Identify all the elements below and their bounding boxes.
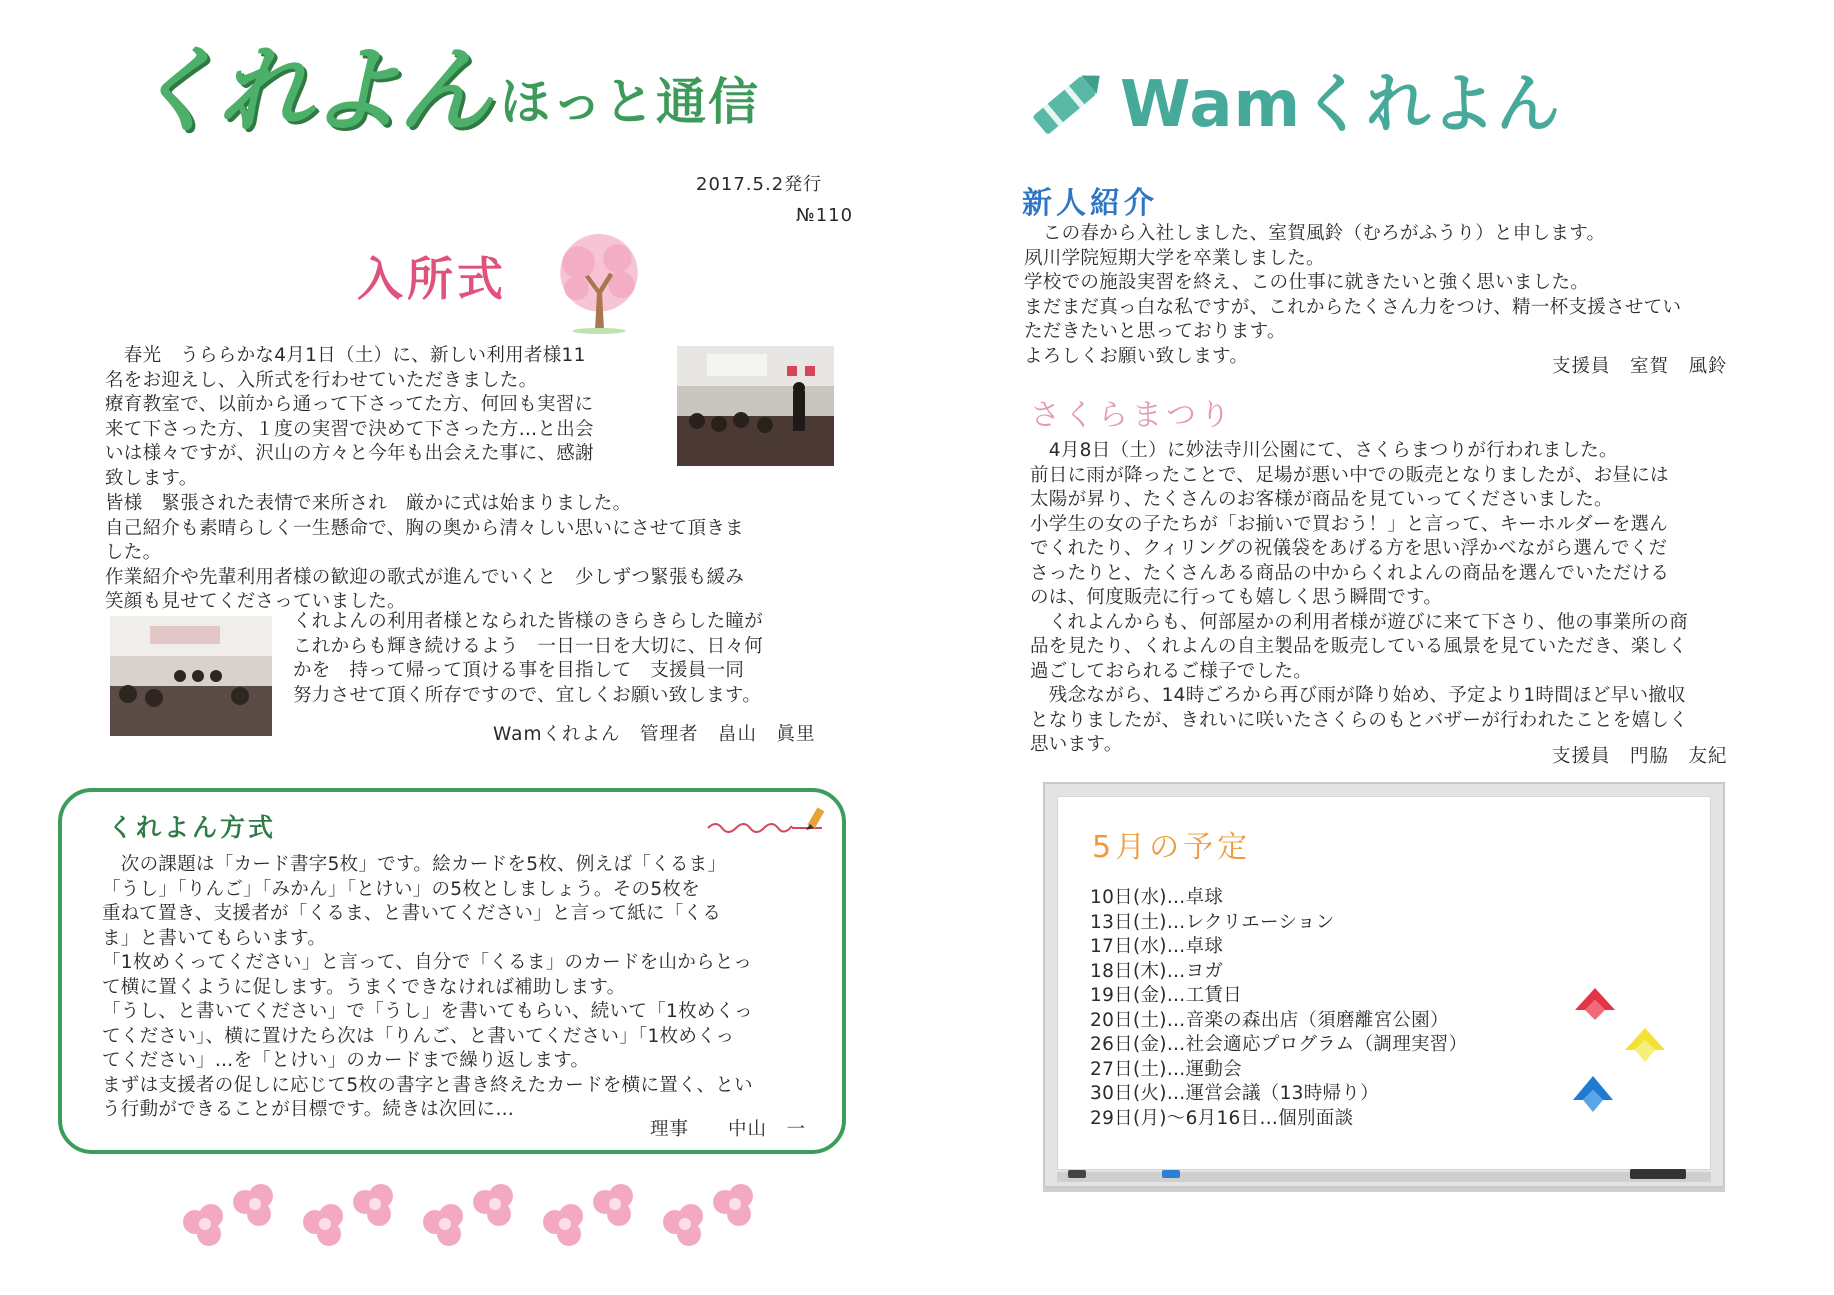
schedule-item: 26日(金)…社会適応プログラム（調理実習）: [1090, 1034, 1468, 1055]
ceremony-text: 春光 うららかな4月1日（土）に、新しい利用者様11 名をお迎えし、入所式を行わせていただきました。 療育教室で、以前から通って下さってた方、何回も実習に 来て下さった方、１度の実習で決めて下さった方…と出会 いは様々ですが、沢山の方々と今年も出会えた事に、感謝 致します。: [105, 345, 594, 489]
method-signature: 理事 中山 一: [650, 1119, 807, 1140]
whiteboard-tray: [1057, 1172, 1711, 1182]
method-heading: くれよん方式: [108, 813, 277, 842]
issue-number: №110: [796, 205, 854, 226]
sakura-heading: さくらまつり: [1030, 398, 1234, 433]
kabuto-origami-icon: [1565, 980, 1685, 1130]
ceremony-signature: Wamくれよん 管理者 畠山 眞里: [493, 724, 816, 745]
cherry-tree-icon: [548, 232, 650, 334]
schedule-item: 30日(火)…運営会議（13時帰り）: [1090, 1083, 1379, 1104]
schedule-heading: 5月の予定: [1092, 830, 1252, 865]
crayon-icon: [1022, 64, 1110, 144]
newcomer-text: この春から入社しました、室賀風鈴（むろがふうり）と申します。 夙川学院短期大学を卒業しました。 学校での施設実習を終え、この仕事に就きたいと強く思いました。 まだまだ真っ白な私ですが、これからたくさん力をつけ、精一杯支援させてい ただきたいと思っております。 よろしくお願い致します。: [1024, 223, 1682, 367]
ceremony-photo: [110, 616, 272, 736]
ceremony-text: くれよんの利用者様となられた皆様のきらきらした瞳が これからも輝き続けるよう 一日一日を大切に、日々何 かを 持って帰って頂ける事を目指して 支援員一同 努力させて頂く所存ですので、宜しくお願い致します。: [293, 611, 764, 706]
ceremony-text: 皆様 緊張された表情で来所され 厳かに式は始まりました。 自己紹介も素晴らしく一生懸命で、胸の奥から清々しい思いにさせて頂きま した。 作業紹介や先輩利用者様の歓迎の歌式が進んでいくと 少しずつ緊張も緩み 笑顔も見せてくださっていました。: [105, 493, 745, 612]
ceremony-photo: [677, 346, 834, 466]
sakura-signature: 支援員 門脇 友紀: [1552, 746, 1728, 767]
schedule-item: 19日(金)…工賃日: [1090, 985, 1242, 1006]
schedule-item: 10日(水)…卓球: [1090, 887, 1224, 908]
pencil-icon: [706, 806, 832, 836]
newcomer-signature: 支援員 室賀 風鈴: [1552, 356, 1728, 377]
ceremony-heading: 入所式: [357, 252, 507, 306]
newcomer-heading: 新人紹介: [1022, 186, 1158, 221]
method-text: 次の課題は「カード書字5枚」です。絵カードを5枚、例えば「くるま」 「うし」「りんご」「みかん」「とけい」の5枚としましょう。その5枚を 重ねて置き、支援者が「くるま、と書いてください」と言って紙に「くる ま」と書いてもらいます。 「1枚めくってください」と言って、自分で「くるま」のカードを山からとっ て横に置くように促します。うまくできなければ補助します。 「うし、と書いてください」で「うし」を書いてもらい、続いて「1枚めくっ てください」、横に置けたら次は「りんご、と書いてください」「1枚めくっ てください」…を「とけい」のカードまで繰り返します。 まずは支援者の促しに応じて5枚の書字と書き終えたカードを横に置く、とい う行動ができることが目標です。続きは次回に…: [102, 854, 753, 1120]
right-masthead: Wamくれよん: [1120, 68, 1562, 142]
masthead-subtitle: ほっと通信: [500, 73, 760, 131]
schedule-item: 27日(土)…運動会: [1090, 1058, 1242, 1080]
schedule-item: 13日(土)…レクリエーション: [1090, 911, 1335, 933]
schedule-list: [1090, 886, 1467, 1131]
cherry-blossom-border-icon: [175, 1172, 761, 1252]
marker-icon: [1162, 1170, 1180, 1178]
schedule-item: 29日(月)～6月16日…個別面談: [1090, 1107, 1354, 1129]
marker-icon: [1068, 1170, 1086, 1178]
sakura-text: 4月8日（土）に妙法寺川公園にて、さくらまつりが行われました。 前日に雨が降ったことで、足場が悪い中での販売となりましたが、お昼には 太陽が昇り、たくさんのお客様が商品を見ていってくださいました。 小学生の女の子たちが「お揃いで買おう！」と言って、キーホルダーを選ん でくれたり、クィリングの祝儀袋をあげる方を思い浮かべながら選んでくだ さったりと、たくさんある商品の中からくれよんの商品を選んでいただける のは、何度販売に行っても嬉しく思う瞬間です。 くれよんからも、何部屋かの利用者様が遊びに来て下さり、他の事業所の商 品を見たり、くれよんの自主製品を販売している風景を見ていただき、楽しく 過ごしておられるご様子でした。 残念ながら、14時ごろから再び雨が降り始め、予定より1時間ほど早い撤収 となりましたが、きれいに咲いたさくらのもとバザーが行われたことを嬉しく 思います。: [1030, 440, 1689, 755]
schedule-item: 20日(土)…音楽の森出店（須磨離宮公園）: [1090, 1009, 1449, 1031]
schedule-item: 17日(水)…卓球: [1090, 936, 1224, 957]
schedule-item: 18日(木)…ヨガ: [1090, 960, 1224, 982]
eraser-icon: [1630, 1169, 1686, 1179]
masthead-title: くれよん: [128, 37, 489, 146]
issue-date: 2017.5.2発行: [696, 174, 823, 195]
